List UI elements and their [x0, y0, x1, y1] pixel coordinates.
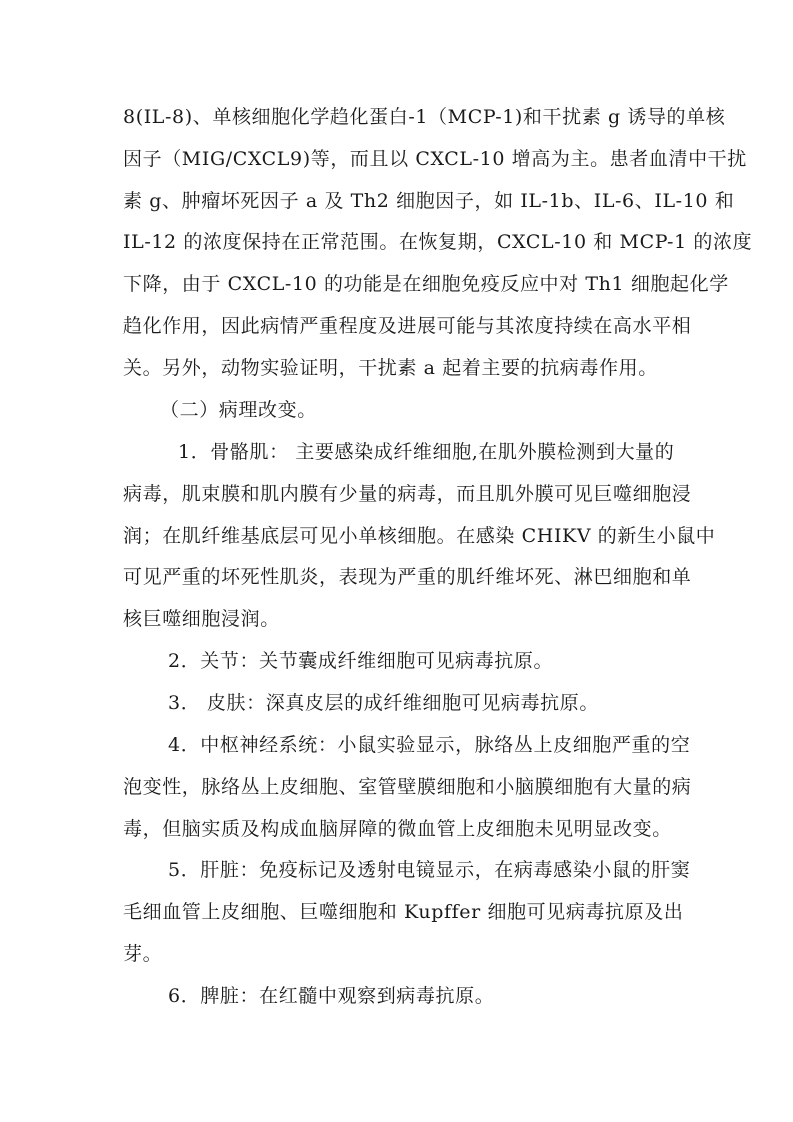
text-line: 因子（MIG/CXCL9)等，而且以 CXCL-10 增高为主。患者血清中干扰: [123, 148, 747, 170]
text-line: 核巨噬细胞浸润。: [123, 608, 280, 630]
text-line: 润；在肌纤维基底层可见小单核细胞。在感染 CHIKV 的新生小鼠中: [123, 525, 716, 547]
text-line: 6．脾脏：在红髓中观察到病毒抗原。: [168, 985, 495, 1007]
text-line: 5．肝脏：免疫标记及透射电镜显示，在病毒感染小鼠的肝窦: [168, 859, 691, 881]
text-line: 泡变性，脉络丛上皮细胞、室管壁膜细胞和小脑膜细胞有大量的病: [123, 776, 692, 798]
text-line: 1．骨骼肌： 主要感染成纤维细胞,在肌外膜检测到大量的: [178, 441, 675, 463]
text-line: 4．中枢神经系统：小鼠实验显示，脉络丛上皮细胞严重的空: [168, 734, 691, 756]
text-line: 毒，但脑实质及构成血脑屏障的微血管上皮细胞未见明显改变。: [123, 818, 672, 840]
text-line: 病毒，肌束膜和肌内膜有少量的病毒，而且肌外膜可见巨噬细胞浸: [123, 483, 692, 505]
text-line: 下降，由于 CXCL-10 的功能是在细胞免疫反应中对 Th1 细胞起化学: [123, 273, 729, 295]
text-line: 毛细血管上皮细胞、巨噬细胞和 Kupffer 细胞可见病毒抗原及出: [123, 901, 684, 923]
text-line: 关。另外，动物实验证明，干扰素 a 起着主要的抗病毒作用。: [123, 357, 658, 379]
text-line: IL-12 的浓度保持在正常范围。在恢复期，CXCL-10 和 MCP-1 的浓度: [123, 231, 753, 253]
text-line: 8(IL-8)、单核细胞化学趋化蛋白-1（MCP-1)和干扰素 g 诱导的单核: [123, 106, 726, 128]
text-line: 3． 皮肤：深真皮层的成纤维细胞可见病毒抗原。: [168, 692, 599, 714]
text-line: 芽。: [123, 943, 163, 965]
text-line: 趋化作用，因此病情严重程度及进展可能与其浓度持续在高水平相: [123, 315, 692, 337]
text-line: 2．关节：关节囊成纤维细胞可见病毒抗原。: [168, 650, 554, 672]
text-line: 可见严重的坏死性肌炎，表现为严重的肌纤维坏死、淋巴细胞和单: [123, 566, 692, 588]
text-line: 素 g、肿瘤坏死因子 a 及 Th2 细胞因子，如 IL-1b、IL-6、IL-10 和: [123, 190, 735, 212]
section-heading: （二）病理改变。: [160, 399, 317, 421]
